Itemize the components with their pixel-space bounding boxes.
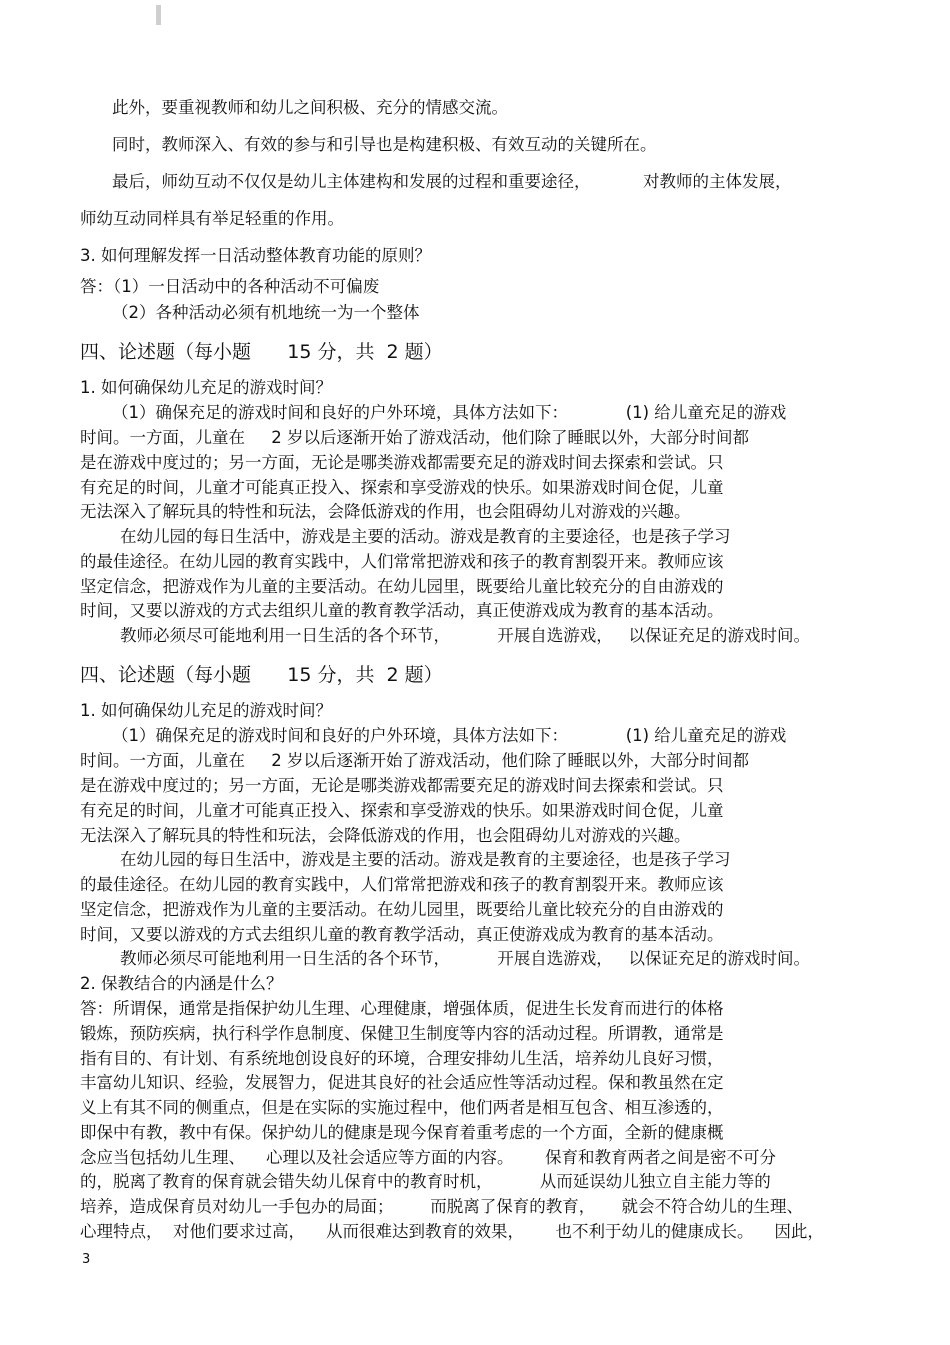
text-line: 教师必须尽可能地利用一日生活的各个环节， 开展自选游戏， 以保证充足的游戏时间。 <box>120 949 810 968</box>
section-title: 四、论述题（每小题 15 分，共 2 题） <box>80 664 443 686</box>
text-line: 时间。一方面，儿童在 2 岁以后逐渐开始了游戏活动，他们除了睡眠以外，大部分时间都 <box>80 428 749 447</box>
text-line: 义上有其不同的侧重点，但是在实际的实施过程中，他们两者是相互包含、相互渗透的， <box>80 1098 724 1117</box>
text-line: 培养，造成保育员对幼儿一手包办的局面； 而脱离了保育的教育， 就会不符合幼儿的生理、 <box>80 1197 803 1216</box>
text-line: 是在游戏中度过的；另一方面，无论是哪类游戏都需要充足的游戏时间去探索和尝试。只 <box>80 453 724 472</box>
text-line: 有充足的时间，儿童才可能真正投入、探索和享受游戏的快乐。如果游戏时间仓促，儿童 <box>80 801 724 820</box>
question-title: 1. 如何确保幼儿充足的游戏时间？ <box>80 378 332 397</box>
text-line: 时间，又要以游戏的方式去组织儿童的教育教学活动，真正使游戏成为教育的基本活动。 <box>80 925 724 944</box>
text-line: 是在游戏中度过的；另一方面，无论是哪类游戏都需要充足的游戏时间去探索和尝试。只 <box>80 776 724 795</box>
text-line: 在幼儿园的每日生活中，游戏是主要的活动。游戏是教育的主要途径，也是孩子学习 <box>120 850 731 869</box>
page-number: 3 <box>82 1252 91 1267</box>
text-line: 坚定信念，把游戏作为儿童的主要活动。在幼儿园里，既要给儿童比较充分的自由游戏的 <box>80 577 724 596</box>
section-title: 四、论述题（每小题 15 分，共 2 题） <box>80 341 443 363</box>
text-line: 同时，教师深入、有效的参与和引导也是构建积极、有效互动的关键所在。 <box>112 135 657 154</box>
text-line: 即保中有教，教中有保。保护幼儿的健康是现今保育着重考虑的一个方面，全新的健康概 <box>80 1123 724 1142</box>
text-line: 的最佳途径。在幼儿园的教育实践中，人们常常把游戏和孩子的教育割裂开来。教师应该 <box>80 875 724 894</box>
text-line: 念应当包括幼儿生理、 心理以及社会适应等方面的内容。 保育和教育两者之间是密不可分 <box>80 1148 776 1167</box>
text-line: 师幼互动同样具有举足轻重的作用。 <box>80 209 344 228</box>
text-line: 答：所谓保，通常是指保护幼儿生理、心理健康，增强体质，促进生长发育而进行的体格 <box>80 999 724 1018</box>
answer-line: （2）各种活动必须有机地统一为一个整体 <box>112 303 420 322</box>
text-line: 无法深入了解玩具的特性和玩法，会降低游戏的作用，也会阻碍幼儿对游戏的兴趣。 <box>80 826 691 845</box>
text-line: 丰富幼儿知识、经验，发展智力，促进其良好的社会适应性等活动过程。保和教虽然在定 <box>80 1073 724 1092</box>
text-line: （1）确保充足的游戏时间和良好的户外环境，具体方法如下： (1) 给儿童充足的游戏 <box>112 403 787 422</box>
text-line: 锻炼，预防疾病，执行科学作息制度、保健卫生制度等内容的活动过程。所谓教，通常是 <box>80 1024 724 1043</box>
text-line: 指有目的、有计划、有系统地创设良好的环境，合理安排幼儿生活，培养幼儿良好习惯， <box>80 1049 724 1068</box>
text-line: 教师必须尽可能地利用一日生活的各个环节， 开展自选游戏， 以保证充足的游戏时间。 <box>120 626 810 645</box>
scan-mark <box>156 5 161 25</box>
text-line: 时间。一方面，儿童在 2 岁以后逐渐开始了游戏活动，他们除了睡眠以外，大部分时间都 <box>80 751 749 770</box>
text-line: 最后，师幼互动不仅仅是幼儿主体建构和发展的过程和重要途径， 对教师的主体发展， <box>112 172 792 191</box>
text-line: 此外，要重视教师和幼儿之间积极、充分的情感交流。 <box>112 98 508 117</box>
text-line: 坚定信念，把游戏作为儿童的主要活动。在幼儿园里，既要给儿童比较充分的自由游戏的 <box>80 900 724 919</box>
text-line: 有充足的时间，儿童才可能真正投入、探索和享受游戏的快乐。如果游戏时间仓促，儿童 <box>80 478 724 497</box>
question-title: 1. 如何确保幼儿充足的游戏时间？ <box>80 701 332 720</box>
answer-line: 答：（1）一日活动中的各种活动不可偏废 <box>80 277 380 296</box>
text-line: 时间，又要以游戏的方式去组织儿童的教育教学活动，真正使游戏成为教育的基本活动。 <box>80 601 724 620</box>
text-line: 无法深入了解玩具的特性和玩法，会降低游戏的作用，也会阻碍幼儿对游戏的兴趣。 <box>80 502 691 521</box>
question-title: 2. 保教结合的内涵是什么？ <box>80 974 283 993</box>
text-line: 的，脱离了教育的保育就会错失幼儿保育中的教育时机， 从而延误幼儿独立自主能力等的 <box>80 1172 771 1191</box>
text-line: 在幼儿园的每日生活中，游戏是主要的活动。游戏是教育的主要途径，也是孩子学习 <box>120 527 731 546</box>
text-line: （1）确保充足的游戏时间和良好的户外环境，具体方法如下： (1) 给儿童充足的游戏 <box>112 726 787 745</box>
question-title: 3. 如何理解发挥一日活动整体教育功能的原则？ <box>80 246 431 265</box>
text-line: 心理特点， 对他们要求过高， 从而很难达到教育的效果， 也不利于幼儿的健康成长。 因此， <box>80 1222 824 1241</box>
text-line: 的最佳途径。在幼儿园的教育实践中，人们常常把游戏和孩子的教育割裂开来。教师应该 <box>80 552 724 571</box>
